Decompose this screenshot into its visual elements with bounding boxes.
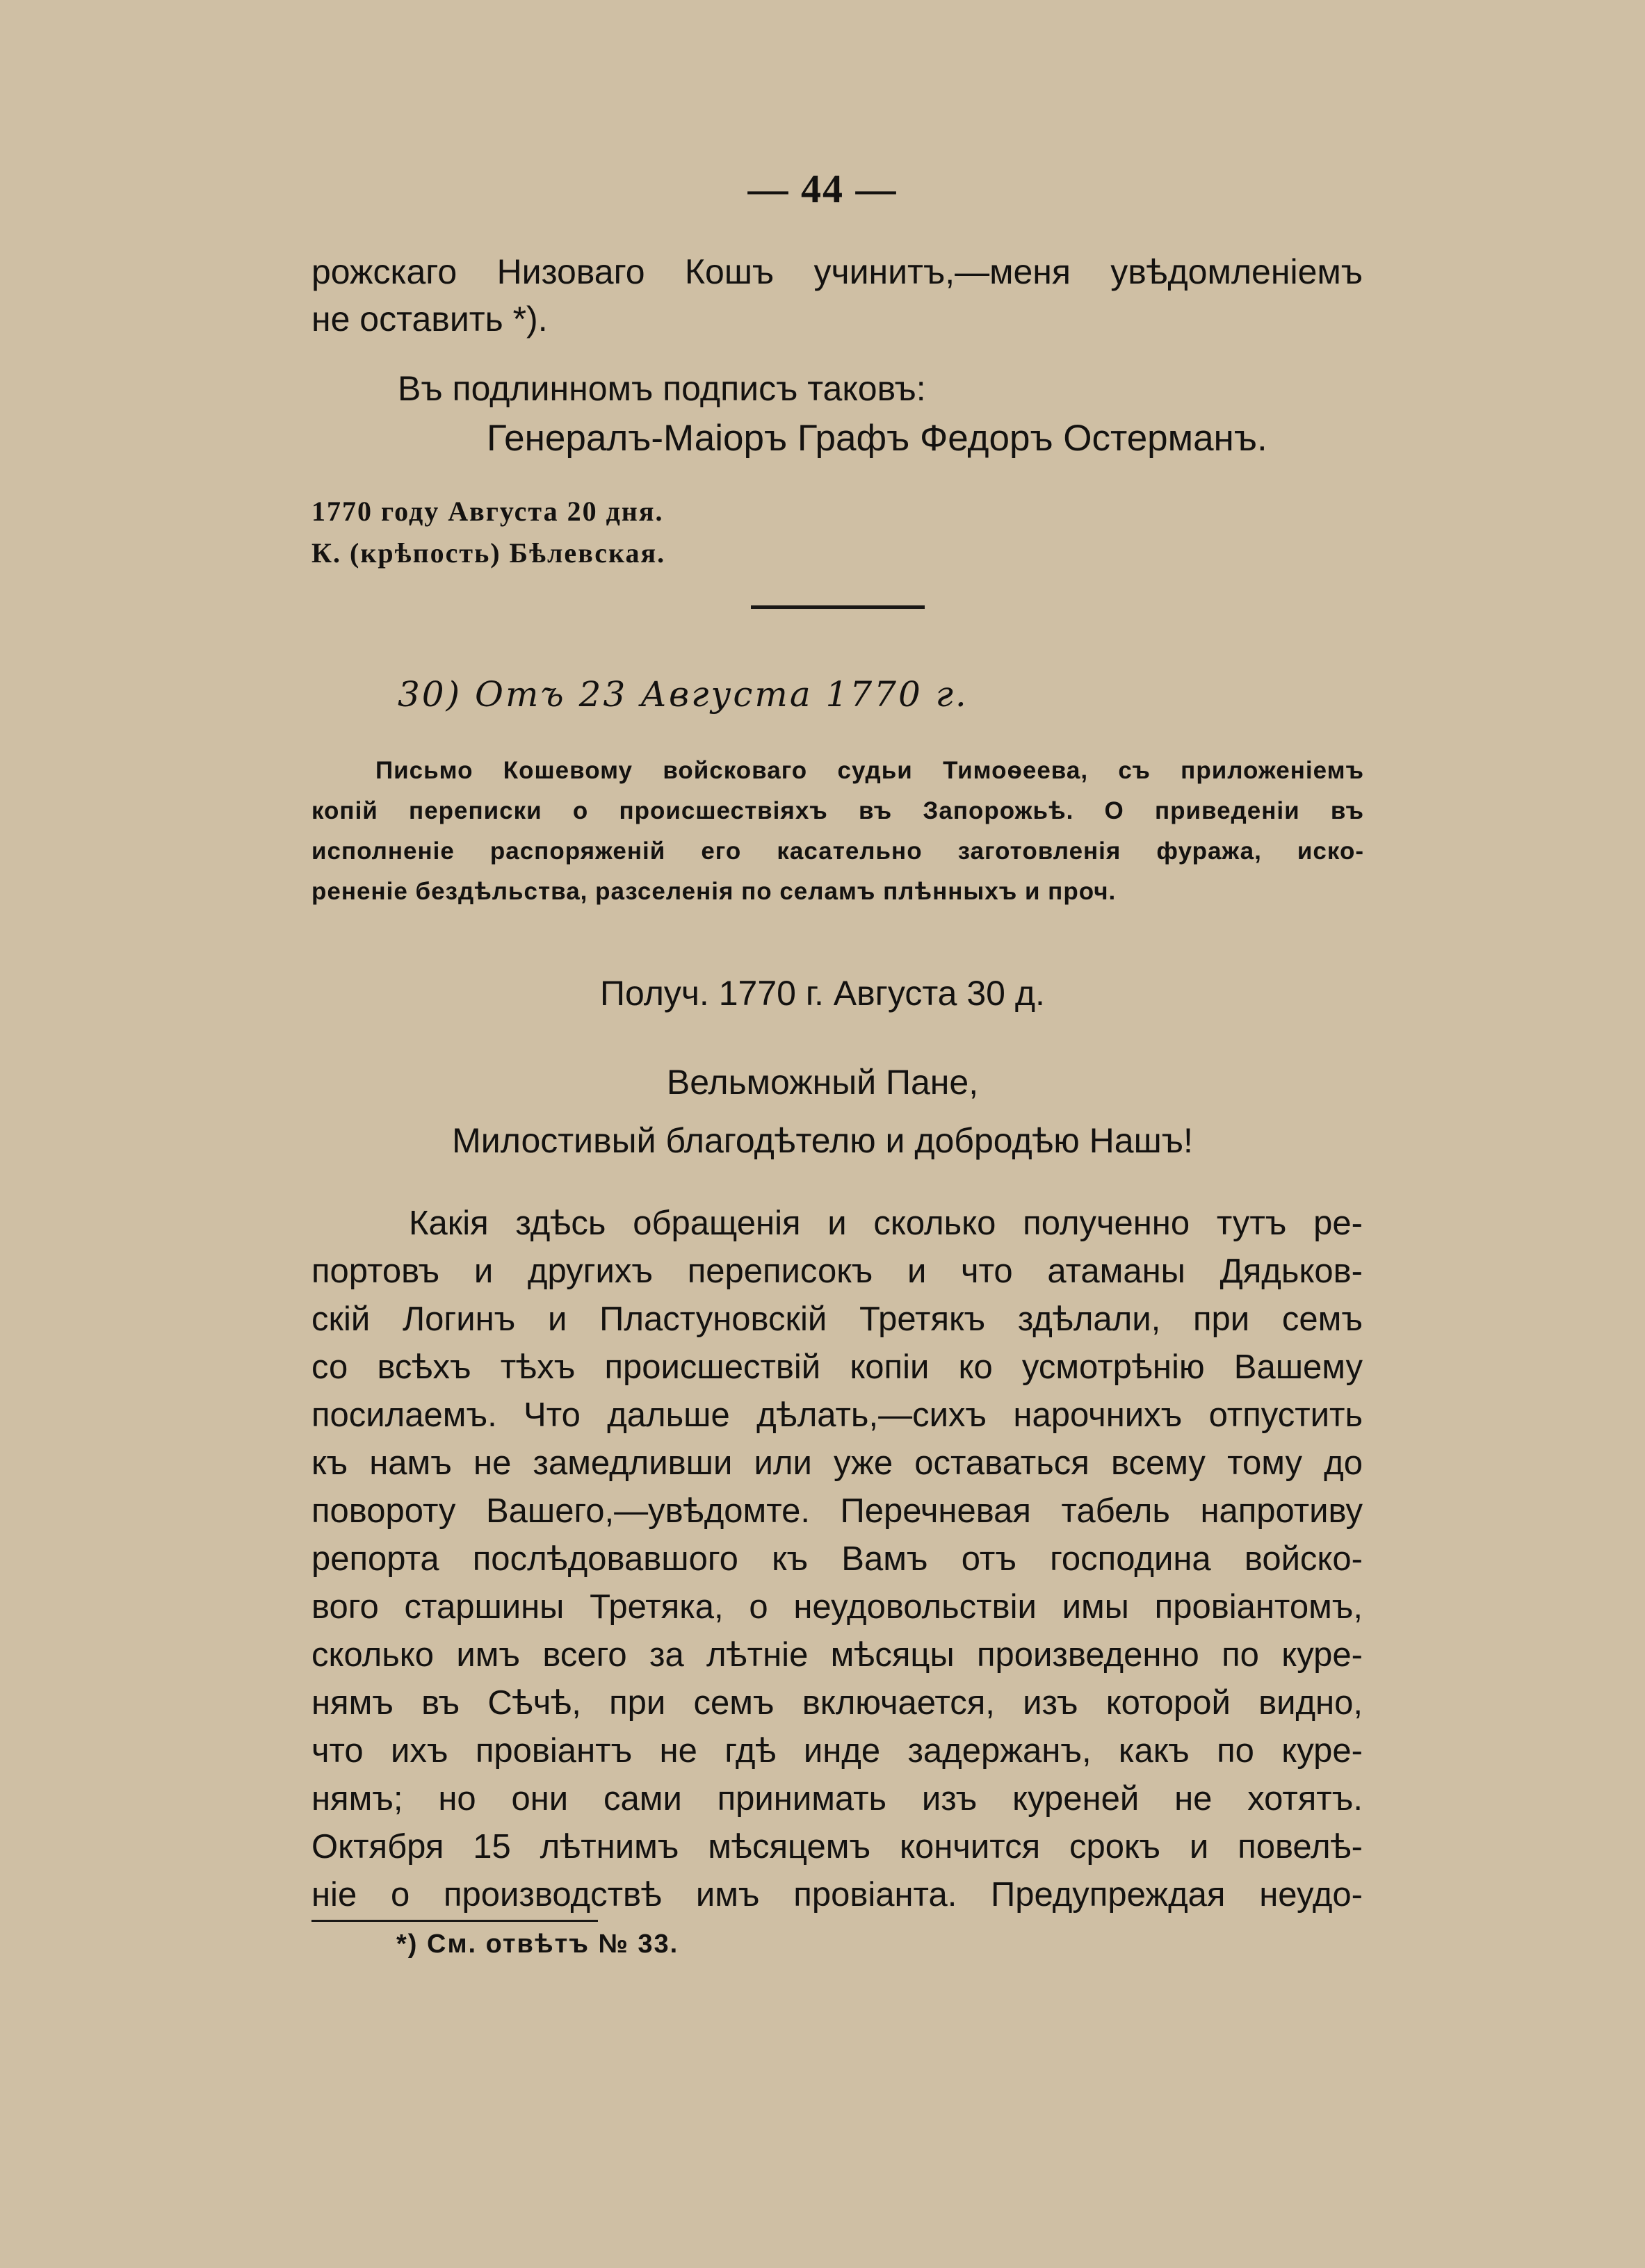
letter-line: Какія здѣсь обращенія и сколько полученно тутъ ре- <box>409 1205 1363 1242</box>
letter-line: вого старшины Третяка, о неудовольствіи имы провіантомъ, <box>311 1588 1363 1626</box>
letter-line: скій Логинъ и Пластуновскій Третякъ здѣлали, при семъ <box>311 1300 1363 1338</box>
summary-line: исполненіе распоряженій его касательно заготовленія фуража, иско- <box>311 838 1364 865</box>
text-line: рожскаго Низоваго Кошъ учинитъ,—меня увѣдомленіемъ <box>311 252 1363 291</box>
section-divider <box>751 605 925 609</box>
received-note: Получ. 1770 г. Августа 30 д. <box>600 974 1045 1013</box>
signature-intro: Въ подлинномъ подписъ таковъ: <box>398 369 926 408</box>
letter-line: повороту Вашего,—увѣдомте. Перечневая табель напротиву <box>311 1492 1363 1530</box>
letter-line: сколько имъ всего за лѣтніе мѣсяцы произведенно по куре- <box>311 1636 1363 1674</box>
page-number: — 44 — <box>747 166 898 211</box>
letter-line: нямъ въ Сѣчѣ, при семъ включается, изъ которой видно, <box>311 1684 1363 1722</box>
letter-line: портовъ и другихъ переписокъ и что атаманы Дядьков- <box>311 1253 1363 1290</box>
letter-line: ніе о производствѣ имъ провіанта. Предупреждая неудо- <box>311 1876 1363 1914</box>
letter-line: къ намъ не замедливши или уже оставаться всему тому до <box>311 1444 1363 1482</box>
signature-name: Генералъ-Маіоръ Графъ Федоръ Остерманъ. <box>487 418 1267 459</box>
summary-line: Письмо Кошевому войсковаго судьи Тимоѳеева, съ приложеніемъ <box>375 757 1364 784</box>
footnote-rule <box>311 1920 598 1922</box>
place-line: К. (крѣпость) Бѣлевская. <box>311 537 666 569</box>
document-heading: 30) Отъ 23 Августа 1770 г. <box>398 674 969 715</box>
letter-line: Октября 15 лѣтнимъ мѣсяцемъ кончится срокъ и повелѣ- <box>311 1828 1363 1866</box>
salutation-line: Милостивый благодѣтелю и добродѣю Нашъ! <box>452 1121 1193 1160</box>
summary-line: копій переписки о происшествіяхъ въ Запорожьѣ. О приведеніи въ <box>311 797 1364 824</box>
letter-line: что ихъ провіантъ не гдѣ инде задержанъ, какъ по куре- <box>311 1732 1363 1770</box>
summary-line: рененіе бездѣльства, разселенія по селамъ плѣнныхъ и проч. <box>311 878 1117 905</box>
letter-line: посилаемъ. Что дальше дѣлать,—сихъ нарочнихъ отпустить <box>311 1396 1363 1434</box>
letter-line: репорта послѣдовавшого къ Вамъ отъ господина войско- <box>311 1540 1363 1578</box>
date-line: 1770 году Августа 20 дня. <box>311 496 664 527</box>
footnote: *) См. отвѣтъ № 33. <box>396 1930 679 1959</box>
letter-line: нямъ; но они сами принимать изъ куреней не хотятъ. <box>311 1780 1363 1818</box>
text-line: не оставить *). <box>311 300 548 338</box>
letter-line: со всѣхъ тѣхъ происшествій копіи ко усмотрѣнію Вашему <box>311 1348 1363 1386</box>
salutation-line: Вельможный Пане, <box>666 1063 979 1102</box>
